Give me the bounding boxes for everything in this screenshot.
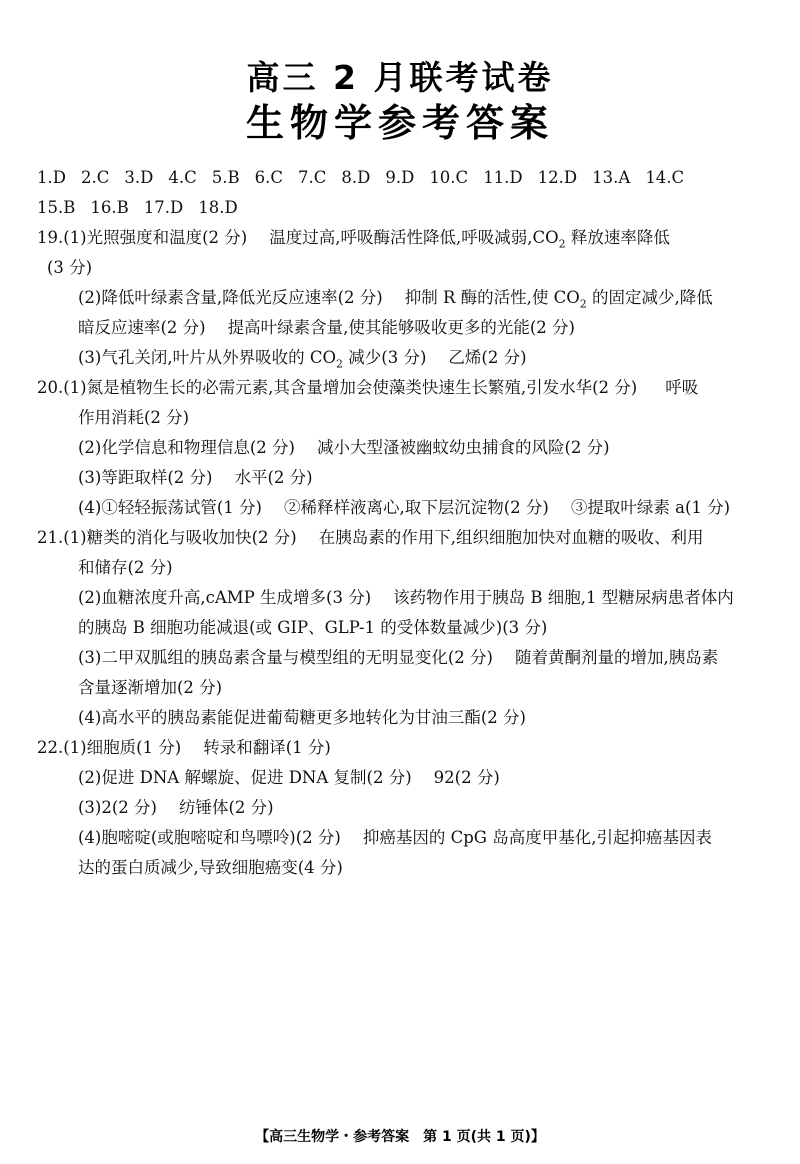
q19-part1-answer-b: 温度过高,呼吸酶活性降低,呼吸减弱,CO: [269, 228, 559, 247]
q22-part4-answer-a: (4)胞嘧啶(或胞嘧啶和鸟嘌呤)(2 分): [78, 828, 341, 847]
q19-part2-answer-a: (2)降低叶绿素含量,降低光反应速率(2 分): [78, 288, 383, 307]
q22-part3-answer-a: (3)2(2 分): [78, 798, 157, 817]
q21-part3-answer-c: 含量逐渐增加(2 分): [78, 678, 223, 697]
choice-answer: 9.D: [385, 168, 415, 187]
choice-answer: 16.B: [90, 198, 129, 217]
choice-answer: 10.C: [429, 168, 469, 187]
q20-part4-answer-b: ②稀释样液离心,取下层沉淀物(2 分): [284, 498, 549, 517]
q19-part1-answer-c: 释放速率降低: [565, 228, 670, 247]
choice-answer: 4.C: [168, 168, 197, 187]
q22-part1-answer-b: 转录和翻译(1 分): [203, 738, 331, 757]
q21-part2-answer-c: 的胰岛 B 细胞功能减退(或 GIP、GLP-1 的受体数量减少)(3 分): [78, 618, 548, 637]
choice-answer: 1.D: [37, 168, 66, 187]
q20-line-3: [37, 433, 767, 463]
q19-part3-answer-c: 乙烯(2 分): [448, 348, 527, 367]
q21-part3-answer-a: (3)二甲双胍组的胰岛素含量与模型组的无明显变化(2 分): [78, 648, 493, 667]
q22-line-3: [37, 793, 767, 823]
q20-part1-answer-b: 呼吸: [665, 378, 699, 397]
q21-line-1: [37, 523, 767, 553]
answer-content: [37, 163, 767, 883]
q21-line-7: [37, 703, 767, 733]
q19-part3-answer-a: (3)气孔关闭,叶片从外界吸收的 CO: [78, 348, 337, 367]
q19-part2-answer-d: 暗反应速率(2 分): [78, 318, 206, 337]
q19-part1-score: (3 分): [47, 258, 93, 277]
choice-answer: 18.D: [198, 198, 238, 217]
q21-part4-answer-a: (4)高水平的胰岛素能促进葡萄糖更多地转化为甘油三酯(2 分): [78, 708, 526, 727]
q20-part2-answer-b: 减小大型溞被幽蚊幼虫捕食的风险(2 分): [317, 438, 610, 457]
q20-part3-answer-b: 水平(2 分): [234, 468, 313, 487]
q22-line-2: [37, 763, 767, 793]
q20-part2-answer-a: (2)化学信息和物理信息(2 分): [78, 438, 295, 457]
q19-line-5: [37, 343, 767, 373]
choice-answer: 6.C: [254, 168, 283, 187]
q20-part4-answer-a: (4)①轻轻振荡试管(1 分): [78, 498, 262, 517]
q19-part2-answer-c: 的固定减少,降低: [586, 288, 713, 307]
choice-answer: 15.B: [37, 198, 76, 217]
q20-part4-answer-c: ③提取叶绿素 a(1 分): [570, 498, 731, 517]
q22-part3-answer-b: 纺锤体(2 分): [179, 798, 274, 817]
q22-part4-answer-b: 抑癌基因的 CpG 岛高度甲基化,引起抑癌基因表: [362, 828, 712, 847]
choice-answers-row-2: [37, 193, 767, 223]
q20-line-4: [37, 463, 767, 493]
q21-part2-answer-b: 该药物作用于胰岛 B 细胞,1 型糖尿病患者体内: [393, 588, 734, 607]
choice-answer: 5.B: [211, 168, 240, 187]
q19-part2-subscript: 2: [579, 297, 587, 311]
q21-part3-answer-b: 随着黄酮剂量的增加,胰岛素: [515, 648, 719, 667]
q19-part3-subscript: 2: [336, 357, 344, 371]
q21-part2-answer-a: (2)血糖浓度升高,cAMP 生成增多(3 分): [78, 588, 372, 607]
q22-line-4: [37, 823, 767, 853]
q22-part2-answer-b: 92(2 分): [433, 768, 500, 787]
q21-part1-answer-c: 和储存(2 分): [78, 558, 173, 577]
q19-part2-answer-b: 抑制 R 酶的活性,使 CO: [404, 288, 580, 307]
choice-answer: 7.C: [297, 168, 327, 187]
q19-part1-answer-a: 19.(1)光照强度和温度(2 分): [37, 228, 248, 247]
page-footer: 【高三生物学・参考答案 第 1 页(共 1 页)】: [255, 1129, 545, 1145]
exam-title: 高三 2 月联考试卷: [246, 58, 554, 97]
q22-part1-answer-a: 22.(1)细胞质(1 分): [37, 738, 182, 757]
q22-part4-answer-c: 达的蛋白质减少,导致细胞癌变(4 分): [78, 858, 343, 877]
q21-part1-answer-a: 21.(1)糖类的消化与吸收加快(2 分): [37, 528, 297, 547]
q21-line-6: [37, 673, 767, 703]
q19-line-1: [37, 223, 767, 253]
q20-part3-answer-a: (3)等距取样(2 分): [78, 468, 213, 487]
q20-part1-answer-a: 20.(1)氮是植物生长的必需元素,其含量增加会使藻类快速生长繁殖,引发水华(2 分): [37, 378, 638, 397]
q19-line-3: [37, 283, 767, 313]
choice-answer: 2.C: [80, 168, 110, 187]
q19-part2-answer-e: 提高叶绿素含量,使其能够吸收更多的光能(2 分): [227, 318, 575, 337]
q21-line-2: [37, 553, 767, 583]
choice-answers-row-1: [37, 163, 767, 193]
q21-part1-answer-b: 在胰岛素的作用下,组织细胞加快对血糖的吸收、利用: [318, 528, 704, 547]
choice-answer: 8.D: [341, 168, 371, 187]
q19-line-2: [37, 253, 767, 283]
choice-answer: 17.D: [143, 198, 184, 217]
q22-line-5: [37, 853, 767, 883]
q22-line-1: [37, 733, 767, 763]
q20-part1-answer-c: 作用消耗(2 分): [78, 408, 190, 427]
answer-key-title: 生物学参考答案: [245, 101, 554, 145]
q21-line-3: [37, 583, 767, 613]
q19-part1-subscript: 2: [558, 237, 566, 251]
q21-line-4: [37, 613, 767, 643]
q20-line-2: [37, 403, 767, 433]
q20-line-1: [37, 373, 767, 403]
choice-answer: 12.D: [537, 168, 578, 187]
q21-line-5: [37, 643, 767, 673]
q19-part3-answer-b: 减少(3 分): [343, 348, 427, 367]
choice-answer: 14.C: [645, 168, 685, 187]
q20-line-5: [37, 493, 767, 523]
q22-part2-answer-a: (2)促进 DNA 解螺旋、促进 DNA 复制(2 分): [78, 768, 412, 787]
choice-answer: 13.A: [592, 168, 631, 187]
q19-line-4: [37, 313, 767, 343]
choice-answer: 11.D: [483, 168, 523, 187]
choice-answer: 3.D: [124, 168, 154, 187]
